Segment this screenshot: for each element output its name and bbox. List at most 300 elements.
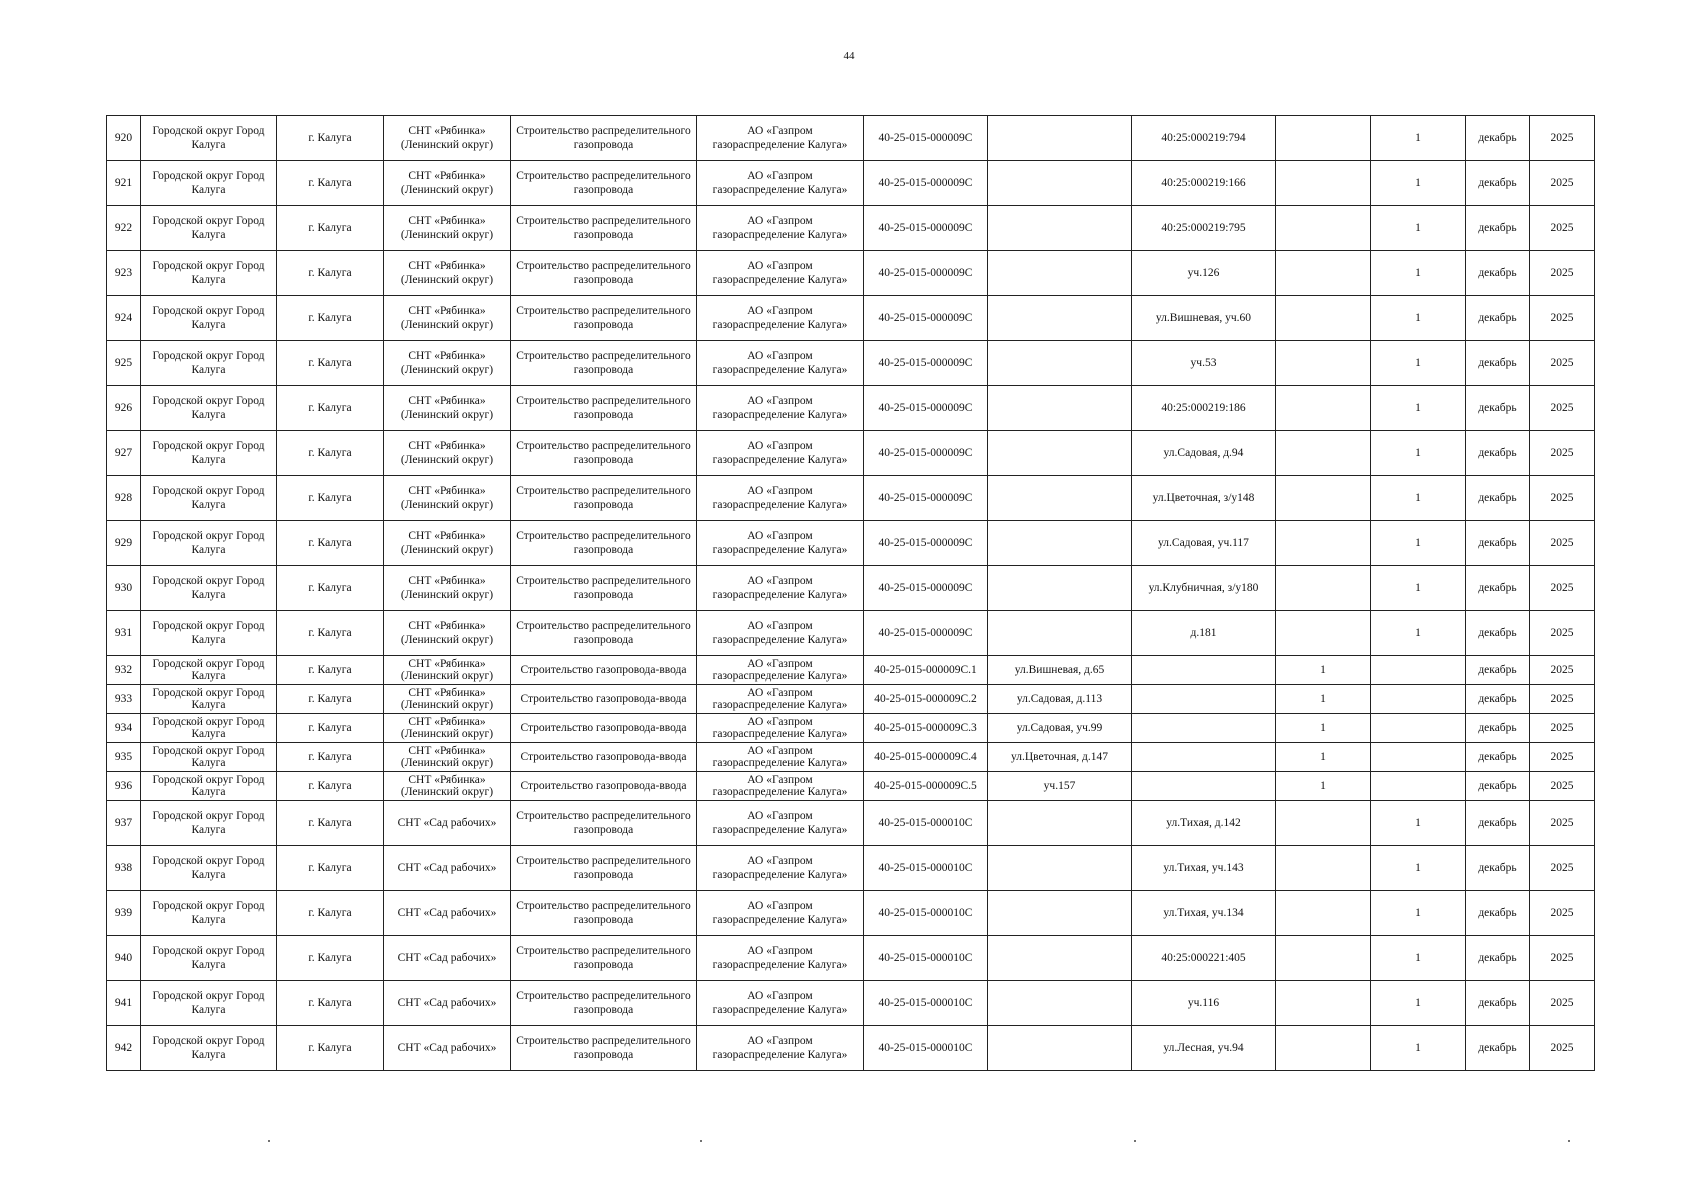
cell-work-type bbox=[511, 251, 697, 296]
cell-quantity-distribution: 1 bbox=[1371, 521, 1466, 566]
cell-district bbox=[141, 161, 277, 206]
cell-district-line: Городской округ Город bbox=[152, 945, 265, 957]
cell-district bbox=[141, 981, 277, 1026]
cell-work-type-line: Строительство распределительного bbox=[516, 855, 691, 867]
cell-quantity-input bbox=[1276, 206, 1371, 251]
cell-object-line: (Ленинский округ) bbox=[400, 139, 494, 151]
cell-district-line: Городской округ Город bbox=[152, 530, 265, 542]
cell-object-line: (Ленинский округ) bbox=[400, 786, 494, 798]
cell-work-type-line: газопровода bbox=[573, 454, 634, 466]
cell-address-input bbox=[988, 846, 1132, 891]
cell-work-type-line: Строительство распределительного bbox=[516, 305, 691, 317]
cell-district-line: Городской округ Город bbox=[152, 395, 265, 407]
cell-quantity-input bbox=[1276, 936, 1371, 981]
table-row bbox=[107, 476, 1595, 521]
cell-work-type-line: газопровода bbox=[573, 274, 634, 286]
cell-organization-line: газораспределение Калуга» bbox=[712, 757, 848, 769]
cell-object bbox=[384, 936, 511, 981]
cell-quantity-input bbox=[1276, 476, 1371, 521]
cell-work-type-line: Строительство газопровода-ввода bbox=[520, 663, 687, 676]
cell-quantity-distribution: 1 bbox=[1371, 611, 1466, 656]
cell-organization-line: газораспределение Калуга» bbox=[712, 454, 848, 466]
cell-city: г. Калуга bbox=[277, 772, 384, 801]
cell-organization-line: газораспределение Калуга» bbox=[712, 229, 848, 241]
cell-city: г. Калуга bbox=[277, 891, 384, 936]
cell-district-line: Калуга bbox=[191, 670, 226, 682]
table-row bbox=[107, 801, 1595, 846]
cell-organization-line: газораспределение Калуга» bbox=[712, 914, 848, 926]
cell-organization bbox=[697, 431, 864, 476]
cell-organization bbox=[697, 1026, 864, 1071]
cell-object-line: СНТ «Рябинка» bbox=[408, 575, 486, 587]
cell-address-input bbox=[988, 801, 1132, 846]
cell-quantity-distribution bbox=[1371, 714, 1466, 743]
cell-object-line: СНТ «Рябинка» bbox=[408, 715, 486, 728]
cell-address-input: ул.Вишневая, д.65 bbox=[988, 656, 1132, 685]
cell-row-number: 927 bbox=[107, 431, 141, 476]
cell-row-number: 942 bbox=[107, 1026, 141, 1071]
cell-program-code: 40-25-015-000010С bbox=[864, 891, 988, 936]
cell-quantity-distribution: 1 bbox=[1371, 386, 1466, 431]
cell-quantity-input bbox=[1276, 981, 1371, 1026]
cell-organization bbox=[697, 685, 864, 714]
cell-address-distribution: ул.Садовая, уч.117 bbox=[1132, 521, 1276, 566]
cell-address-distribution: уч.126 bbox=[1132, 251, 1276, 296]
cell-work-type-line: Строительство распределительного bbox=[516, 530, 691, 542]
cell-district-line: Калуга bbox=[191, 409, 226, 421]
cell-month: декабрь bbox=[1466, 116, 1530, 161]
cell-year: 2025 bbox=[1530, 1026, 1595, 1071]
cell-quantity-distribution bbox=[1371, 685, 1466, 714]
cell-organization-line: АО «Газпром bbox=[747, 1035, 813, 1047]
cell-month: декабрь bbox=[1466, 431, 1530, 476]
table-row bbox=[107, 116, 1595, 161]
cell-work-type bbox=[511, 936, 697, 981]
cell-district bbox=[141, 431, 277, 476]
cell-address-input bbox=[988, 116, 1132, 161]
cell-program-code: 40-25-015-000009С.5 bbox=[864, 772, 988, 801]
cell-program-code: 40-25-015-000009С bbox=[864, 566, 988, 611]
cell-quantity-distribution: 1 bbox=[1371, 431, 1466, 476]
cell-district bbox=[141, 116, 277, 161]
cell-organization-line: АО «Газпром bbox=[747, 620, 813, 632]
cell-district-line: Городской округ Город bbox=[152, 855, 265, 867]
table-row bbox=[107, 846, 1595, 891]
cell-object bbox=[384, 685, 511, 714]
cell-quantity-distribution: 1 bbox=[1371, 341, 1466, 386]
cell-district-line: Калуга bbox=[191, 959, 226, 971]
cell-district-line: Городской округ Город bbox=[152, 620, 265, 632]
cell-organization-line: АО «Газпром bbox=[747, 744, 813, 757]
cell-month: декабрь bbox=[1466, 1026, 1530, 1071]
cell-object-line: (Ленинский округ) bbox=[400, 364, 494, 376]
cell-district bbox=[141, 566, 277, 611]
table-row bbox=[107, 611, 1595, 656]
cell-address-input: ул.Цветочная, д.147 bbox=[988, 743, 1132, 772]
cell-work-type bbox=[511, 161, 697, 206]
cell-organization bbox=[697, 714, 864, 743]
table-row bbox=[107, 656, 1595, 685]
cell-month: декабрь bbox=[1466, 476, 1530, 521]
cell-organization bbox=[697, 656, 864, 685]
cell-quantity-input bbox=[1276, 296, 1371, 341]
cell-organization-line: АО «Газпром bbox=[747, 575, 813, 587]
cell-year: 2025 bbox=[1530, 846, 1595, 891]
cell-district bbox=[141, 521, 277, 566]
cell-address-input bbox=[988, 1026, 1132, 1071]
cell-month: декабрь bbox=[1466, 981, 1530, 1026]
cell-city: г. Калуга bbox=[277, 251, 384, 296]
table-row bbox=[107, 251, 1595, 296]
cell-work-type bbox=[511, 116, 697, 161]
cell-quantity-input bbox=[1276, 431, 1371, 476]
cell-district-line: Городской округ Город bbox=[152, 485, 265, 497]
cell-month: декабрь bbox=[1466, 714, 1530, 743]
cell-organization-line: газораспределение Калуга» bbox=[712, 364, 848, 376]
cell-work-type-line: Строительство распределительного bbox=[516, 125, 691, 137]
cell-quantity-input bbox=[1276, 251, 1371, 296]
cell-organization-line: газораспределение Калуга» bbox=[712, 409, 848, 421]
cell-object-line: СНТ «Сад рабочих» bbox=[397, 907, 497, 919]
cell-district-line: Калуга bbox=[191, 274, 226, 286]
cell-district bbox=[141, 341, 277, 386]
cell-year: 2025 bbox=[1530, 611, 1595, 656]
cell-object-line: СНТ «Рябинка» bbox=[408, 485, 486, 497]
cell-row-number: 932 bbox=[107, 656, 141, 685]
table-row bbox=[107, 981, 1595, 1026]
cell-organization-line: АО «Газпром bbox=[747, 440, 813, 452]
cell-object bbox=[384, 251, 511, 296]
cell-organization bbox=[697, 341, 864, 386]
cell-program-code: 40-25-015-000009С bbox=[864, 611, 988, 656]
cell-organization bbox=[697, 116, 864, 161]
cell-year: 2025 bbox=[1530, 772, 1595, 801]
cell-city: г. Калуга bbox=[277, 801, 384, 846]
cell-object-line: (Ленинский округ) bbox=[400, 229, 494, 241]
cell-city: г. Калуга bbox=[277, 566, 384, 611]
cell-object-line: СНТ «Сад рабочих» bbox=[397, 952, 497, 964]
cell-year: 2025 bbox=[1530, 656, 1595, 685]
cell-work-type-line: газопровода bbox=[573, 589, 634, 601]
cell-quantity-distribution: 1 bbox=[1371, 981, 1466, 1026]
cell-object-line: СНТ «Рябинка» bbox=[408, 215, 486, 227]
cell-work-type-line: Строительство распределительного bbox=[516, 170, 691, 182]
cell-object-line: СНТ «Рябинка» bbox=[408, 260, 486, 272]
cell-organization-line: газораспределение Калуга» bbox=[712, 139, 848, 151]
cell-district-line: Калуга bbox=[191, 786, 226, 798]
cell-work-type bbox=[511, 801, 697, 846]
cell-quantity-distribution: 1 bbox=[1371, 161, 1466, 206]
cell-year: 2025 bbox=[1530, 116, 1595, 161]
cell-district-line: Городской округ Город bbox=[152, 990, 265, 1002]
cell-district-line: Калуга bbox=[191, 139, 226, 151]
cell-row-number: 921 bbox=[107, 161, 141, 206]
cell-program-code: 40-25-015-000009С bbox=[864, 251, 988, 296]
cell-organization-line: АО «Газпром bbox=[747, 773, 813, 786]
cell-row-number: 935 bbox=[107, 743, 141, 772]
cell-program-code: 40-25-015-000009С bbox=[864, 521, 988, 566]
cell-district-line: Калуга bbox=[191, 699, 226, 711]
cell-program-code: 40-25-015-000009С bbox=[864, 431, 988, 476]
table-row bbox=[107, 386, 1595, 431]
cell-year: 2025 bbox=[1530, 566, 1595, 611]
cell-district bbox=[141, 743, 277, 772]
cell-district-line: Городской округ Город bbox=[152, 1035, 265, 1047]
cell-organization-line: АО «Газпром bbox=[747, 125, 813, 137]
cell-work-type bbox=[511, 521, 697, 566]
cell-quantity-distribution bbox=[1371, 656, 1466, 685]
table-row bbox=[107, 1026, 1595, 1071]
cell-address-distribution bbox=[1132, 656, 1276, 685]
cell-year: 2025 bbox=[1530, 251, 1595, 296]
cell-object-line: СНТ «Рябинка» bbox=[408, 686, 486, 699]
cell-month: декабрь bbox=[1466, 846, 1530, 891]
cell-row-number: 940 bbox=[107, 936, 141, 981]
cell-row-number: 936 bbox=[107, 772, 141, 801]
cell-work-type bbox=[511, 656, 697, 685]
cell-program-code: 40-25-015-000009С bbox=[864, 161, 988, 206]
cell-quantity-input: 1 bbox=[1276, 685, 1371, 714]
cell-year: 2025 bbox=[1530, 341, 1595, 386]
cell-program-code: 40-25-015-000010С bbox=[864, 801, 988, 846]
cell-district-line: Калуга bbox=[191, 1004, 226, 1016]
cell-district-line: Городской округ Город bbox=[152, 686, 265, 699]
cell-city: г. Калуга bbox=[277, 1026, 384, 1071]
cell-district-line: Городской округ Город bbox=[152, 810, 265, 822]
cell-object-line: СНТ «Сад рабочих» bbox=[397, 1042, 497, 1054]
cell-row-number: 930 bbox=[107, 566, 141, 611]
cell-address-input bbox=[988, 476, 1132, 521]
cell-organization-line: АО «Газпром bbox=[747, 990, 813, 1002]
cell-work-type-line: Строительство распределительного bbox=[516, 440, 691, 452]
cell-work-type bbox=[511, 566, 697, 611]
cell-quantity-input bbox=[1276, 386, 1371, 431]
cell-organization bbox=[697, 566, 864, 611]
cell-object-line: СНТ «Рябинка» bbox=[408, 305, 486, 317]
cell-address-input bbox=[988, 251, 1132, 296]
cell-district-line: Городской округ Город bbox=[152, 350, 265, 362]
cell-organization bbox=[697, 206, 864, 251]
cell-address-input bbox=[988, 981, 1132, 1026]
cell-month: декабрь bbox=[1466, 386, 1530, 431]
cell-address-distribution: д.181 bbox=[1132, 611, 1276, 656]
cell-organization bbox=[697, 161, 864, 206]
cell-row-number: 934 bbox=[107, 714, 141, 743]
cell-district bbox=[141, 685, 277, 714]
cell-object-line: СНТ «Рябинка» bbox=[408, 125, 486, 137]
cell-district bbox=[141, 1026, 277, 1071]
cell-district bbox=[141, 891, 277, 936]
cell-organization-line: газораспределение Калуга» bbox=[712, 274, 848, 286]
cell-work-type bbox=[511, 611, 697, 656]
cell-city: г. Калуга bbox=[277, 341, 384, 386]
cell-quantity-input bbox=[1276, 341, 1371, 386]
cell-address-input bbox=[988, 386, 1132, 431]
cell-district-line: Калуга bbox=[191, 454, 226, 466]
cell-organization bbox=[697, 476, 864, 521]
cell-object bbox=[384, 161, 511, 206]
table-row bbox=[107, 714, 1595, 743]
cell-address-distribution: ул.Вишневая, уч.60 bbox=[1132, 296, 1276, 341]
gasification-plan-table bbox=[106, 115, 1595, 1071]
cell-district-line: Калуга bbox=[191, 499, 226, 511]
cell-quantity-distribution bbox=[1371, 772, 1466, 801]
table-row bbox=[107, 431, 1595, 476]
cell-city: г. Калуга bbox=[277, 656, 384, 685]
cell-object bbox=[384, 521, 511, 566]
cell-year: 2025 bbox=[1530, 714, 1595, 743]
cell-object bbox=[384, 431, 511, 476]
cell-work-type-line: газопровода bbox=[573, 139, 634, 151]
cell-work-type bbox=[511, 341, 697, 386]
cell-district-line: Калуга bbox=[191, 634, 226, 646]
cell-object-line: (Ленинский округ) bbox=[400, 499, 494, 511]
cell-object-line: (Ленинский округ) bbox=[400, 699, 494, 711]
cell-address-distribution: 40:25:000219:795 bbox=[1132, 206, 1276, 251]
cell-work-type bbox=[511, 476, 697, 521]
cell-organization bbox=[697, 251, 864, 296]
cell-quantity-distribution: 1 bbox=[1371, 476, 1466, 521]
cell-organization-line: газораспределение Калуга» bbox=[712, 699, 848, 711]
cell-program-code: 40-25-015-000009С.3 bbox=[864, 714, 988, 743]
cell-quantity-distribution: 1 bbox=[1371, 206, 1466, 251]
cell-month: декабрь bbox=[1466, 611, 1530, 656]
cell-work-type-line: газопровода bbox=[573, 959, 634, 971]
cell-organization-line: газораспределение Калуга» bbox=[712, 869, 848, 881]
cell-organization bbox=[697, 772, 864, 801]
cell-object bbox=[384, 891, 511, 936]
cell-work-type-line: Строительство газопровода-ввода bbox=[520, 721, 687, 734]
cell-quantity-distribution: 1 bbox=[1371, 846, 1466, 891]
cell-organization-line: АО «Газпром bbox=[747, 945, 813, 957]
cell-row-number: 938 bbox=[107, 846, 141, 891]
cell-object-line: (Ленинский округ) bbox=[400, 670, 494, 682]
cell-row-number: 939 bbox=[107, 891, 141, 936]
cell-month: декабрь bbox=[1466, 566, 1530, 611]
cell-month: декабрь bbox=[1466, 936, 1530, 981]
cell-work-type bbox=[511, 431, 697, 476]
cell-district-line: Городской округ Город bbox=[152, 170, 265, 182]
cell-organization-line: АО «Газпром bbox=[747, 715, 813, 728]
cell-work-type bbox=[511, 714, 697, 743]
cell-address-distribution: ул.Тихая, уч.143 bbox=[1132, 846, 1276, 891]
cell-district-line: Калуга bbox=[191, 869, 226, 881]
cell-district-line: Калуга bbox=[191, 757, 226, 769]
cell-year: 2025 bbox=[1530, 936, 1595, 981]
cell-organization-line: АО «Газпром bbox=[747, 686, 813, 699]
cell-row-number: 931 bbox=[107, 611, 141, 656]
table-row bbox=[107, 685, 1595, 714]
cell-quantity-input bbox=[1276, 521, 1371, 566]
cell-district bbox=[141, 801, 277, 846]
cell-work-type-line: Строительство распределительного bbox=[516, 575, 691, 587]
cell-district-line: Городской округ Город bbox=[152, 260, 265, 272]
cell-object-line: СНТ «Рябинка» bbox=[408, 620, 486, 632]
cell-object bbox=[384, 981, 511, 1026]
table-row bbox=[107, 296, 1595, 341]
cell-row-number: 929 bbox=[107, 521, 141, 566]
cell-organization bbox=[697, 801, 864, 846]
cell-quantity-distribution: 1 bbox=[1371, 891, 1466, 936]
table-row bbox=[107, 341, 1595, 386]
cell-quantity-input bbox=[1276, 566, 1371, 611]
cell-work-type bbox=[511, 206, 697, 251]
cell-work-type bbox=[511, 846, 697, 891]
cell-month: декабрь bbox=[1466, 296, 1530, 341]
cell-program-code: 40-25-015-000009С bbox=[864, 296, 988, 341]
cell-city: г. Калуга bbox=[277, 116, 384, 161]
cell-district-line: Калуга bbox=[191, 914, 226, 926]
cell-work-type-line: газопровода bbox=[573, 319, 634, 331]
cell-work-type bbox=[511, 743, 697, 772]
cell-quantity-distribution: 1 bbox=[1371, 936, 1466, 981]
cell-organization-line: АО «Газпром bbox=[747, 855, 813, 867]
cell-work-type-line: Строительство распределительного bbox=[516, 215, 691, 227]
cell-address-distribution: 40:25:000219:186 bbox=[1132, 386, 1276, 431]
cell-work-type-line: газопровода bbox=[573, 184, 634, 196]
table-row bbox=[107, 566, 1595, 611]
cell-object bbox=[384, 714, 511, 743]
cell-work-type bbox=[511, 296, 697, 341]
cell-city: г. Калуга bbox=[277, 431, 384, 476]
cell-city: г. Калуга bbox=[277, 296, 384, 341]
cell-year: 2025 bbox=[1530, 206, 1595, 251]
cell-organization-line: газораспределение Калуга» bbox=[712, 319, 848, 331]
cell-program-code: 40-25-015-000010С bbox=[864, 1026, 988, 1071]
cell-organization-line: газораспределение Калуга» bbox=[712, 1049, 848, 1061]
cell-address-distribution: ул.Цветочная, з/у148 bbox=[1132, 476, 1276, 521]
table-row bbox=[107, 521, 1595, 566]
cell-work-type-line: Строительство распределительного bbox=[516, 810, 691, 822]
cell-city: г. Калуга bbox=[277, 743, 384, 772]
cell-year: 2025 bbox=[1530, 296, 1595, 341]
cell-district-line: Калуга bbox=[191, 824, 226, 836]
cell-work-type-line: газопровода bbox=[573, 544, 634, 556]
cell-object-line: СНТ «Сад рабочих» bbox=[397, 862, 497, 874]
cell-district bbox=[141, 206, 277, 251]
cell-row-number: 937 bbox=[107, 801, 141, 846]
cell-row-number: 941 bbox=[107, 981, 141, 1026]
cell-object-line: СНТ «Рябинка» bbox=[408, 530, 486, 542]
cell-work-type-line: Строительство распределительного bbox=[516, 900, 691, 912]
cell-year: 2025 bbox=[1530, 743, 1595, 772]
cell-quantity-input bbox=[1276, 846, 1371, 891]
cell-address-input bbox=[988, 891, 1132, 936]
cell-year: 2025 bbox=[1530, 981, 1595, 1026]
cell-city: г. Калуга bbox=[277, 521, 384, 566]
cell-quantity-distribution bbox=[1371, 743, 1466, 772]
cell-object-line: (Ленинский округ) bbox=[400, 409, 494, 421]
cell-address-distribution bbox=[1132, 743, 1276, 772]
cell-district bbox=[141, 386, 277, 431]
cell-organization-line: АО «Газпром bbox=[747, 395, 813, 407]
cell-district-line: Городской округ Город bbox=[152, 215, 265, 227]
cell-work-type-line: газопровода bbox=[573, 499, 634, 511]
cell-organization bbox=[697, 891, 864, 936]
cell-object-line: СНТ «Рябинка» bbox=[408, 440, 486, 452]
cell-work-type-line: Строительство газопровода-ввода bbox=[520, 692, 687, 705]
cell-organization-line: газораспределение Калуга» bbox=[712, 499, 848, 511]
cell-address-input bbox=[988, 206, 1132, 251]
cell-address-input bbox=[988, 341, 1132, 386]
cell-quantity-distribution: 1 bbox=[1371, 1026, 1466, 1071]
cell-quantity-distribution: 1 bbox=[1371, 251, 1466, 296]
cell-year: 2025 bbox=[1530, 521, 1595, 566]
cell-work-type-line: газопровода bbox=[573, 1004, 634, 1016]
cell-quantity-input: 1 bbox=[1276, 714, 1371, 743]
cell-month: декабрь bbox=[1466, 656, 1530, 685]
cell-organization-line: АО «Газпром bbox=[747, 485, 813, 497]
